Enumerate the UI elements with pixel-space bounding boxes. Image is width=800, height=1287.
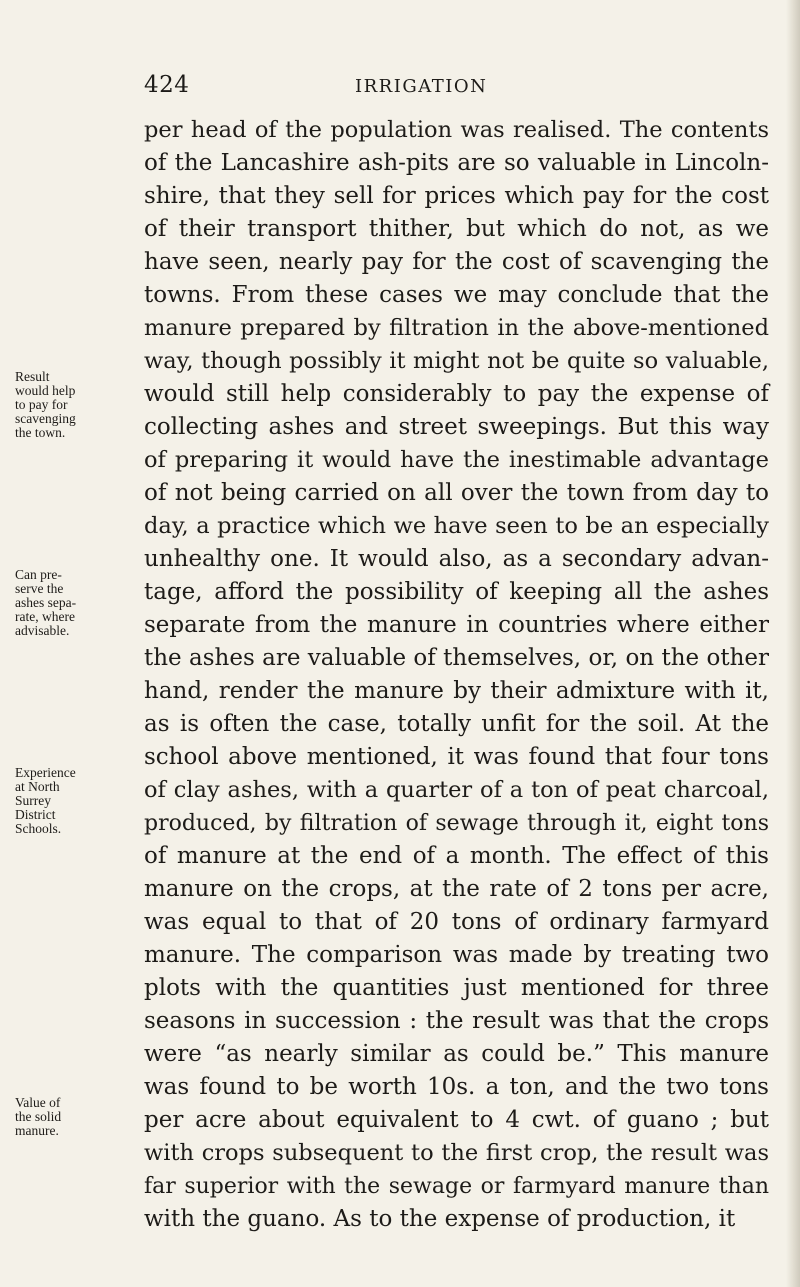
text-line: unhealthy one. It would also, as a secondary advan- xyxy=(144,546,769,572)
text-line: the ashes are valuable of themselves, or, on the other xyxy=(144,645,769,671)
margin-note-line: Value of xyxy=(15,1095,61,1110)
text-line: manure prepared by filtration in the above-mentioned xyxy=(144,315,769,341)
text-line: of the Lancashire ash-pits are so valuable in Lincoln- xyxy=(144,150,769,176)
margin-note-line: to pay for xyxy=(15,397,68,412)
text-line: towns. From these cases we may conclude that the xyxy=(144,282,769,308)
running-title: IRRIGATION xyxy=(355,76,488,97)
text-line: separate from the manure in countries where either xyxy=(144,612,769,638)
text-line: with the guano. As to the expense of production, it xyxy=(144,1206,736,1232)
margin-note-line: District xyxy=(15,807,56,822)
margin-note-line: the solid xyxy=(15,1109,62,1124)
margin-note-line: Schools. xyxy=(15,821,62,836)
margin-note-ashes xyxy=(15,568,135,638)
text-line: day, a practice which we have seen to be an especially xyxy=(144,513,769,539)
page-header xyxy=(0,72,800,102)
margin-note-experience xyxy=(15,766,135,836)
text-line: were “as nearly similar as could be.” This manure xyxy=(144,1041,769,1067)
text-line: school above mentioned, it was found that four tons xyxy=(144,744,769,770)
margin-note-line: Experience xyxy=(15,765,76,780)
text-line: have seen, nearly pay for the cost of scavenging the xyxy=(144,249,769,275)
margin-note-line: serve the xyxy=(15,581,64,596)
margin-note-line: ashes sepa- xyxy=(15,595,77,610)
text-line: shire, that they sell for prices which pay for the cost xyxy=(144,183,769,209)
margin-note-line: manure. xyxy=(15,1123,59,1138)
text-line: per acre about equivalent to 4 cwt. of guano ; but xyxy=(144,1107,769,1133)
margin-note-line: Can pre- xyxy=(15,567,62,582)
margin-note-result xyxy=(15,370,135,440)
text-line: was equal to that of 20 tons of ordinary farmyard xyxy=(144,909,769,935)
text-line: manure on the crops, at the rate of 2 tons per acre, xyxy=(144,876,769,902)
text-line: far superior with the sewage or farmyard manure than xyxy=(144,1174,769,1199)
text-line: tage, afford the possibility of keeping all the ashes xyxy=(144,579,769,605)
text-line: hand, render the manure by their admixture with it, xyxy=(144,678,769,704)
text-line: was found to be worth 10s. a ton, and the two tons xyxy=(144,1074,769,1100)
page-number: 424 xyxy=(144,72,190,98)
text-line: way, though possibly it might not be quite so valuable, xyxy=(144,348,769,374)
text-line: of their transport thither, but which do not, as we xyxy=(144,216,769,242)
margin-note-line: would help xyxy=(15,383,76,398)
margin-note-line: the town. xyxy=(15,425,66,440)
text-line: of preparing it would have the inestimable advantage xyxy=(144,447,769,473)
text-line: as is often the case, totally unfit for the soil. At the xyxy=(144,711,769,737)
page-edge-shadow xyxy=(786,0,800,1287)
text-line: produced, by filtration of sewage through it, eight tons xyxy=(144,811,769,836)
text-line: per head of the population was realised. The contents xyxy=(144,117,769,143)
text-line: collecting ashes and street sweepings. But this way xyxy=(144,414,769,440)
body-text xyxy=(144,114,769,1236)
margin-note-line: rate, where xyxy=(15,609,75,624)
margin-note-value xyxy=(15,1096,135,1138)
text-line: of clay ashes, with a quarter of a ton of peat charcoal, xyxy=(144,777,769,803)
text-line: manure. The comparison was made by treating two xyxy=(144,942,769,968)
text-line: seasons in succession : the result was that the crops xyxy=(144,1008,769,1034)
margin-note-line: Result xyxy=(15,369,50,384)
text-line: plots with the quantities just mentioned for three xyxy=(144,975,769,1001)
text-line: would still help considerably to pay the expense of xyxy=(144,381,769,407)
text-line: of not being carried on all over the town from day to xyxy=(144,480,769,506)
margin-note-line: at North xyxy=(15,779,60,794)
text-line: of manure at the end of a month. The effect of this xyxy=(144,843,769,869)
margin-note-line: scavenging xyxy=(15,411,76,426)
margin-note-line: Surrey xyxy=(15,793,51,808)
margin-note-line: advisable. xyxy=(15,623,70,638)
text-line: with crops subsequent to the first crop, the result was xyxy=(144,1140,769,1166)
